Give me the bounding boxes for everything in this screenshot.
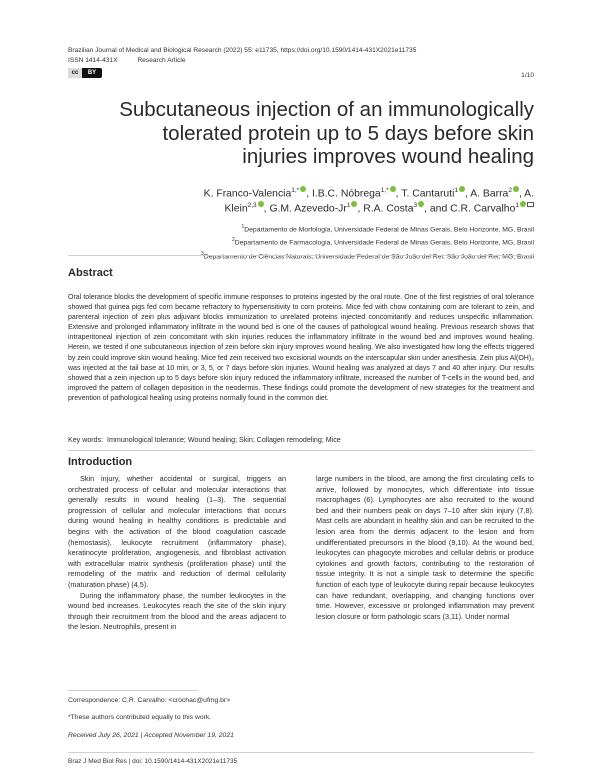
cc-license-badge[interactable] [68, 68, 102, 78]
author-name: G.M. Azevedo-Jr [269, 203, 347, 215]
paragraph: large numbers in the blood, are among the first circulating cells to arrive, followed by monocytes, which differentiate into tissue macrophages (6). Lymphocytes are also recruited to the wound bed and their numbers peak on days 7–10 after skin injury (7,8). Mast cells are abundant in healthy skin and can be recruited to the lesion area from the dermis adjacent to the lesion and from undifferentiated precursors in the blood (9,10). At the wound bed, leukocytes can phagocyte microbes and cellular debris or produce cytokines and growth factors, contributing to the restoration of tissue integrity. It is not a simple task to determine the specific function of each type of leukocyte during repair because leukocytes can have redundant, overlapping, and changing functions over time. However, excessive or prolonged inflammation may prevent lesion closure or form pathologic scars (3,11). Under normal [316, 474, 534, 621]
author-affiliation-marker: 1 [346, 202, 351, 210]
author-separator: , [357, 203, 364, 215]
author-separator: , and [424, 203, 451, 215]
author-affiliation-marker: 2 [508, 187, 512, 194]
footnote-divider [68, 690, 198, 691]
issn-row [68, 57, 186, 64]
author-name: R.A. Costa [363, 203, 414, 215]
author-name: A. Barra [470, 188, 509, 200]
author-affiliation-marker: 1 [515, 202, 519, 210]
orcid-icon[interactable] [520, 201, 526, 207]
abstract-text: Oral tolerance blocks the development of specific immune responses to proteins ingested by the oral route. One of the first registries of oral tolerance showed that guinea pigs fed corn became refractory to hypersensitivity to corn proteins. Mice fed with chow containing corn are tolerant to zein, and parenteral injection of zein plus adjuvant blocks immunization to unrelated proteins injected concomitantly and reduces unspecific inflammation. Extensive and prolonged inflammatory infiltrate in the wound bed is one of the causes of pathological wound healing. Previous research shows that intraperitoneal injection of zein concomitant with skin injuries reduces the inflammatory infiltrate in the wound bed and improves wound healing. Herein, we tested if one subcutaneous injection of zein before skin injury improves wound healing. We also investigated how long the effects triggered by zein could improve skin wound healing. Mice fed zein received two excisional wounds on the interscapular skin under anesthesia. Zein plus Al(OH)₃ was injected at the tail base at 10 min, or 3, 5, or 7 days before skin injuries. Wound healing was analyzed at days 7 and 40 after injury. Our results showed that a zein injection up to 5 days before skin injury reduced the inflammatory infiltrate, increased the number of T-cells in the wound bed, and improved the pattern of collagen deposition in the neodermis. These findings could promote the development of new strategies for the treatment and prevention of pathological healing using proteins normally found in the common diet. [68, 294, 534, 402]
author-affiliation-marker: 1,* [291, 187, 300, 194]
equal-contribution-note: *These authors contributed equally to this work. [68, 714, 212, 721]
affiliation: $^1$Departamento de Morfologia, Universidade Federal de Minas Gerais, Belo Horizonte, MG, Brasil [241, 224, 534, 234]
author-affiliation-marker: 1 [454, 187, 459, 194]
author-separator: , [465, 188, 471, 200]
body-column-right [316, 474, 534, 622]
paragraph: During the inflammatory phase, the number leukocytes in the wound bed increases. Leukocytes reach the site of the skin injury through their recruitment from the blood and the areas adjacent to the lesion. Neutrophils, present in [68, 590, 286, 632]
affiliation: $^2$Departamento de Farmacologia, Universidade Federal de Minas Gerais, Belo Horizonte, MG, Brasil [232, 237, 534, 247]
body-column-left [68, 474, 286, 633]
author-name: C.R. Carvalho [450, 203, 516, 215]
author-name: A. Klein [224, 188, 534, 215]
divider [68, 255, 534, 256]
page-number: 1/10 [521, 72, 534, 79]
creative-commons-icon: cc [68, 68, 82, 78]
email-icon[interactable] [527, 202, 534, 207]
author-separator: , [518, 188, 525, 200]
author-separator: , [263, 203, 270, 215]
author-name: K. Franco-Valencia [203, 188, 292, 200]
keywords [68, 436, 534, 444]
divider [68, 450, 534, 451]
introduction-heading: Introduction [68, 456, 133, 468]
article-type: Research Article [137, 57, 186, 64]
author-separator: , [306, 188, 312, 200]
keywords-label: Key words: [68, 436, 104, 444]
author-list [190, 186, 534, 217]
author-affiliation-marker: 3 [413, 202, 418, 210]
issn: ISSN 1414-431X [68, 57, 118, 64]
license-by-label: BY [87, 70, 97, 76]
keywords-text: Immunological tolerance; Wound healing; Skin; Collagen remodeling; Mice [107, 436, 341, 444]
author-separator: , [395, 188, 402, 200]
correspondence[interactable]: Correspondence: C.R. Carvalho: <crochac@ufmg.br> [68, 697, 231, 704]
affiliation: $^3$Departamento de Ciências Naturais, Universidade Federal de São João del Rei, São João del Rei, MG, Brasil [201, 250, 534, 260]
author-name: I.B.C. Nóbrega [311, 188, 381, 200]
author-affiliation-marker: 2,3 [247, 202, 257, 210]
journal-citation: Brazilian Journal of Medical and Biological Research (2022) 55: e11735, https://doi.org/10.1590/1414-431X2021e11735 [68, 47, 417, 54]
page-footer: Braz J Med Biol Res | doi: 10.1590/1414-431X2021e11735 [68, 758, 238, 765]
received-accepted-dates: Received July 26, 2021 | Accepted November 19, 2021 [68, 732, 234, 739]
author-name: T. Cantaruti [401, 188, 455, 200]
paragraph: Skin injury, whether accidental or surgical, triggers an orchestrated process of cellular and molecular interactions that generally results in wound healing (1–3). The sequential progression of cellular and molecular interactions that occurs during wound healing in healthy conditions is predictable and begins with the activation of the blood coagulation cascade (hemostasis), leukocyte recruitment (inflammatory phase), keratinocyte proliferation, angiogenesis, and fibroblast activation with extracellular matrix synthesis (proliferation phase) until the remodeling of the matrix and reduction of dermal cellularity (maturation phase) (4,5). [68, 474, 286, 589]
article-title: Subcutaneous injection of an immunologically tolerated protein up to 5 days before skin injuries improves wound healing [119, 98, 534, 168]
author-affiliation-marker: 1,* [380, 187, 389, 194]
abstract-heading: Abstract [68, 267, 113, 279]
divider [68, 752, 534, 753]
